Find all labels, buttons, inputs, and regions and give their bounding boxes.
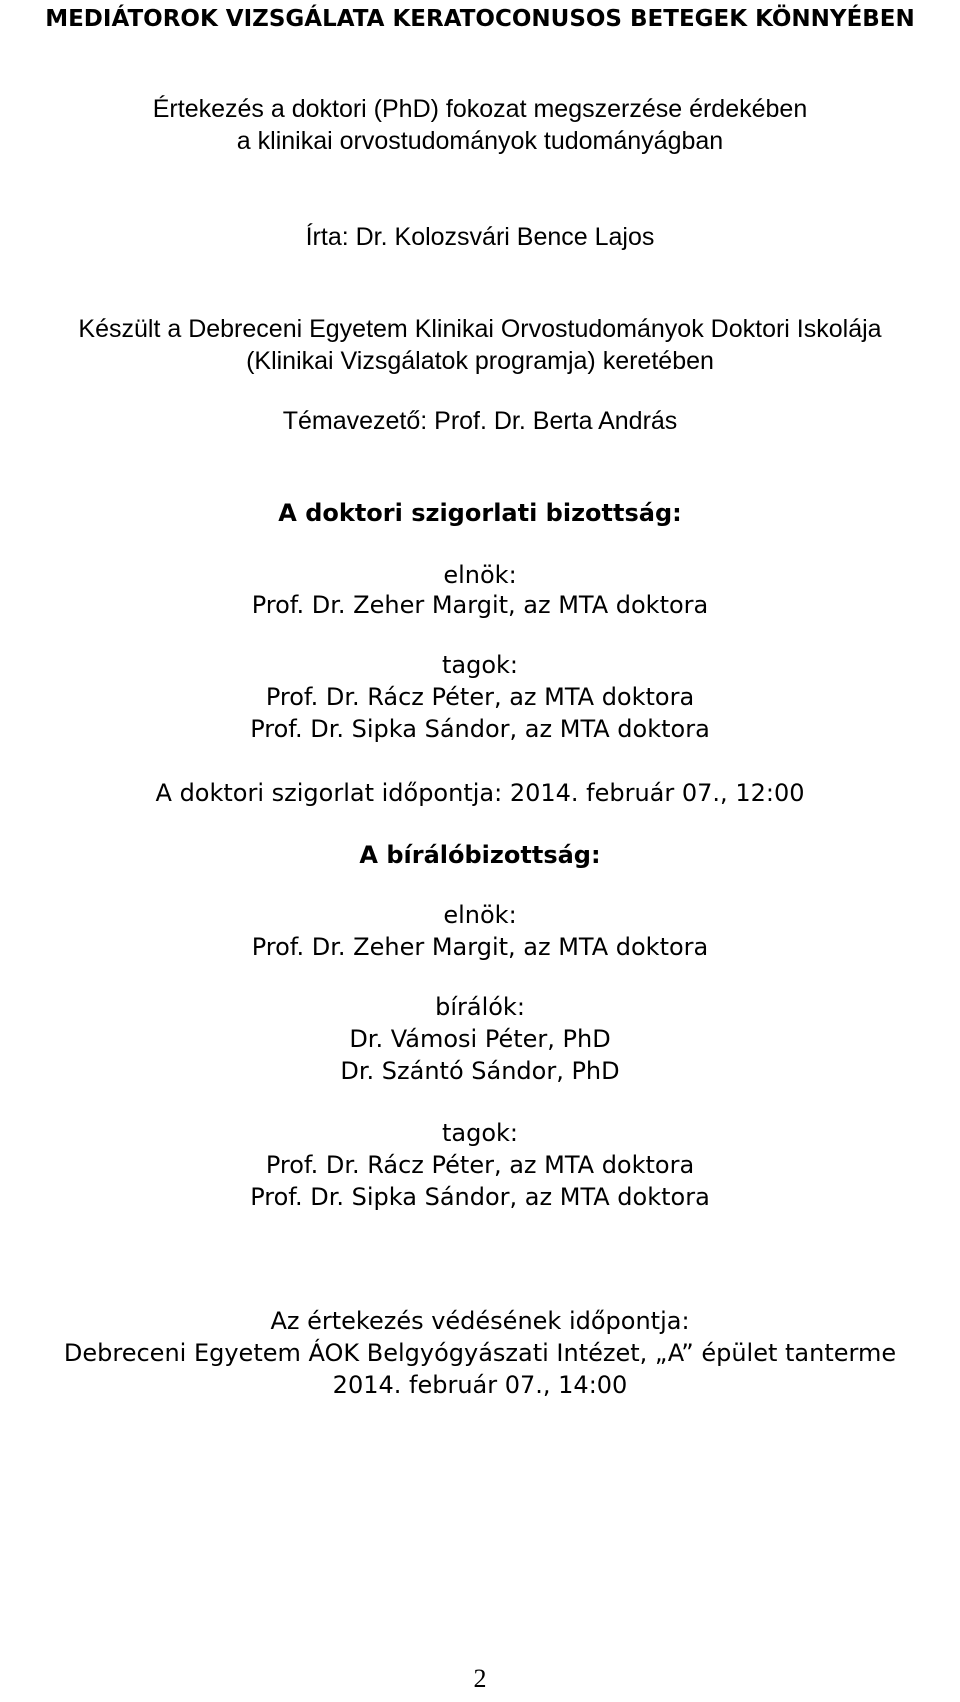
exam-committee-member: Prof. Dr. Sipka Sándor, az MTA doktora [250,715,710,743]
exam-committee-chair-label: elnök: [443,561,517,589]
page-number: 2 [473,1664,487,1693]
defense-label: Az értekezés védésének időpontja: [270,1307,690,1335]
exam-committee-heading: A doktori szigorlati bizottság: [278,499,682,527]
defense-location: Debreceni Egyetem ÁOK Belgyógyászati Intézet, „A” épület tanterme [63,1339,897,1367]
author-line: Írta: Dr. Kolozsvári Bence Lajos [305,223,655,251]
supervisor-line: Témavezető: Prof. Dr. Berta András [282,407,678,435]
review-committee-chair: Prof. Dr. Zeher Margit, az MTA doktora [251,933,709,961]
exam-committee-chair: Prof. Dr. Zeher Margit, az MTA doktora [251,591,709,619]
review-committee-chair-label: elnök: [443,901,517,929]
defense-datetime: 2014. február 07., 14:00 [332,1371,628,1399]
doctoral-school-line-1: Készült a Debreceni Egyetem Klinikai Orvostudományok Doktori Iskolája [78,315,882,343]
review-committee-heading: A bírálóbizottság: [359,841,601,869]
exam-date-line: A doktori szigorlat időpontja: 2014. február 07., 12:00 [155,779,805,807]
review-committee-members-label: tagok: [441,1119,519,1147]
reviewer-item: Dr. Vámosi Péter, PhD [349,1025,611,1053]
reviewers-label: bírálók: [435,993,525,1021]
document-title: MEDIÁTOROK VIZSGÁLATA KERATOCONUSOS BETEGEK KÖNNYÉBEN [45,6,915,32]
thesis-statement-line-1: Értekezés a doktori (PhD) fokozat megszerzése érdekében [152,95,808,123]
doctoral-school-line-2: (Klinikai Vizsgálatok programja) keretében [246,347,714,375]
review-committee-member: Prof. Dr. Rácz Péter, az MTA doktora [265,1151,695,1179]
review-committee-member: Prof. Dr. Sipka Sándor, az MTA doktora [250,1183,710,1211]
thesis-statement-line-2: a klinikai orvostudományok tudományágban [236,127,724,155]
exam-committee-members-label: tagok: [441,651,519,679]
reviewer-item: Dr. Szántó Sándor, PhD [340,1057,620,1085]
exam-committee-member: Prof. Dr. Rácz Péter, az MTA doktora [265,683,695,711]
